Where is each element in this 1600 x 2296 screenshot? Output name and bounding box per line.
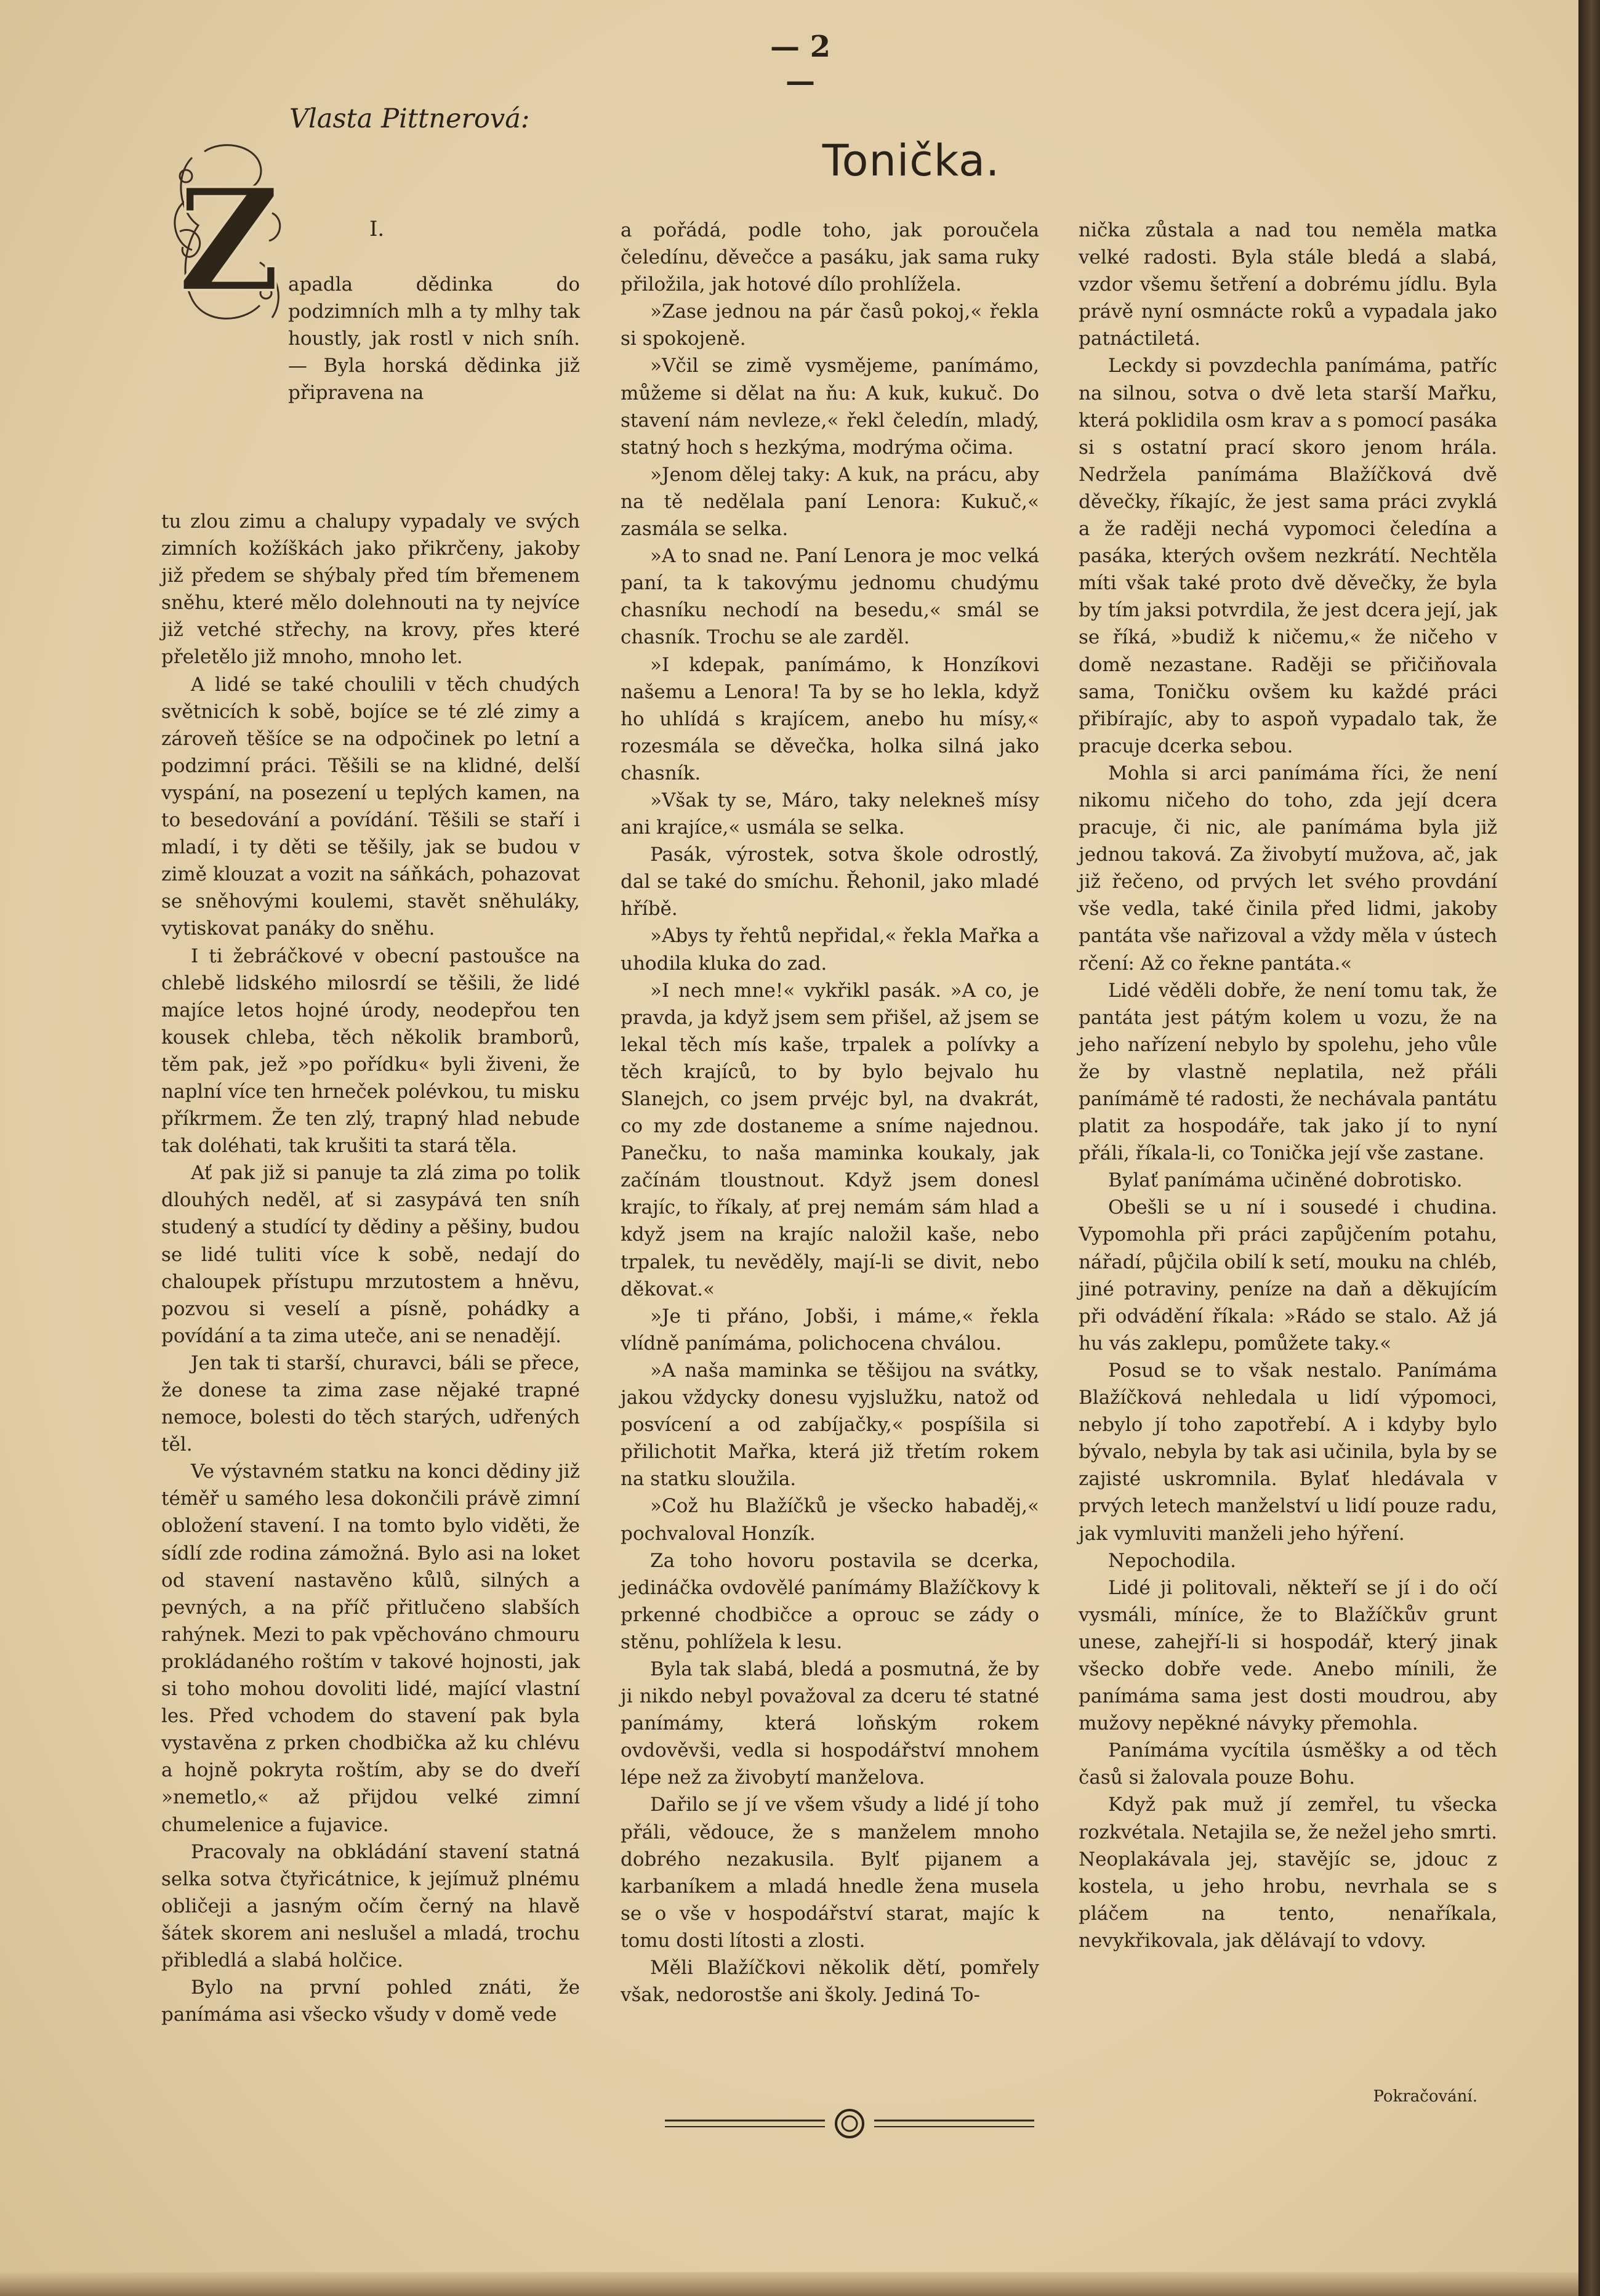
column-1 (161, 508, 580, 2028)
paragraph: Nepochodila. (1108, 1549, 1237, 1572)
paragraph: Za toho hovoru postavila se dcerka, jedináčka ovdovělé panímámy Blažíčkovy k prkenné chodbičce a oprouc se zády o stěnu, pohlížela k lesu. (621, 1549, 1039, 1653)
paragraph: Pracovaly na obkládání stavení statná selka sotva čtyřicátnice, k jejímuž plnému obličeji a jasným očím černý na hlavě šátek skorem ani neslušel a mladá, trochu přibledlá a slabá holčice. (161, 1840, 580, 1972)
author-byline: Vlasta Pittnerová: (289, 103, 530, 134)
column-3 (1079, 217, 1497, 1954)
paragraph: nička zůstala a nad tou neměla matka velké radosti. Byla stále bledá a slabá, vzdor všemu šetření a dobrému jídlu. Byla právě nyní osmnácte roků a vypadala jako patnáctiletá. (1079, 219, 1497, 350)
scan-edge-right (1578, 0, 1600, 2296)
paragraph: »A naša maminka se těšijou na svátky, jakou vždycky donesu vyjslužku, natož od posvícení a od zabíjačky,« pospíšila si přilichotit Mařka, která již třetím rokem na statku sloužila. (621, 1359, 1039, 1491)
paragraph: »Je ti přáno, Jobši, i máme,« řekla vlídně panímáma, polichocena chválou. (621, 1305, 1039, 1355)
paragraph: »Jenom dělej taky: A kuk, na prácu, aby na tě nedělala paní Lenora: Kukuč,« zasmála se selka. (621, 463, 1039, 541)
paragraph: Mohla si arci panímáma říci, že není nikomu ničeho do toho, zda její dcera pracuje, či nic, ale panímáma byla již jednou taková. Za živobytí mužova, ač, jak již řečeno, od prvých let svého provdání vše vedla, také činila před lidmi, jakoby pantáta vše nařizoval a vždy měla v ústech rčení: Až co řekne pantáta.« (1079, 762, 1497, 975)
paragraph: »I nech mne!« vykřikl pasák. »A co, je pravda, ja když jsem sem přišel, až jsem se lekal těch mís kaše, trpalek a polívky a těch krajíců, to by bylo bejvalo hu Slanejch, co jsem prvéjc byl, na dvakrát, co my zde dostaneme a sníme najednou. Panečku, to naša maminka koukaly, jak začínám tloustnout. Když jsem donesl krajíc, to říkaly, ať prej nemám sám hlad a když jsem na krajíc naložil kaše, nebo trpalek, tu nevěděly, mají-li se divit, nebo děkovat.« (621, 979, 1039, 1300)
paragraph: »I kdepak, panímámo, k Honzíkovi našemu a Lenora! Ta by se ho lekla, když ho uhlídá s krajícem, anebo hu mísy,« rozesmála se děvečka, holka silná jako chasník. (621, 653, 1039, 784)
page-number: — 2 — (770, 30, 831, 99)
paragraph: Měli Blažíčkovi několik dětí, pomřely však, nedorostše ani školy. Jediná To- (621, 1957, 1039, 2007)
story-title: Tonička. (822, 135, 1000, 186)
paragraph: »Což hu Blažíčků je všecko habaděj,« pochvaloval Honzík. (621, 1495, 1039, 1545)
chapter-number: I. (369, 217, 385, 241)
paragraph: Byla tak slabá, bledá a posmutná, že by ji nikdo nebyl považoval za dceru té statné panímámy, která loňským rokem ovdověvši, vedla si hospodářství mnohem lépe než za živobytí manželova. (621, 1658, 1039, 1789)
opening-paragraph: apadla dědinka do podzimních mlh a ty mlhy tak houstly, jak rostl v nich sníh. — Byla horská dědinka již připravena na (288, 273, 580, 405)
paragraph: Ať pak již si panuje ta zlá zima po tolik dlouhých neděl, ať si zasypává ten sníh studený a studící ty dědiny a pěšiny, budou se lidé tuliti více k sobě, nedají do chaloupek přístupu mrzutostem a hněvu, pozvou si veselí a písně, pohádky a povídání a ta zima uteče, ani se nenadějí. (161, 1162, 580, 1347)
paragraph: »Abys ty řehtů nepřidal,« řekla Mařka a uhodila kluka do zad. (621, 925, 1039, 975)
paragraph: »Zase jednou na pár časů pokoj,« řekla si spokojeně. (621, 300, 1039, 350)
paragraph: Bylať panímáma učiněné dobrotisko. (1108, 1169, 1463, 1192)
paragraph: tu zlou zimu a chalupy vypadaly ve svých zimních kožíškách jako přikrčeny, jakoby již předem se shýbaly před tím břemenem sněhu, které mělo dolehnouti na ty nejvíce již vetché střechy, na krovy, přes které přeletělo již mnoho, mnoho let. (161, 510, 580, 669)
end-ornament-divider (659, 2106, 1040, 2143)
paragraph: »A to snad ne. Paní Lenora je moc velká paní, ta k takovýmu jednomu chudýmu chasníku nechodí na besedu,« smál se chasník. Trochu se ale zarděl. (621, 545, 1039, 649)
paragraph: Když pak muž jí zemřel, tu všecka rozkvétala. Netajila se, že nežel jeho smrti. Neoplakávala jej, stavějíc se, jdouc z kostela, u jeho hrobu, nevrhala se s pláčem na tento, nenaříkala, nevykřikovala, jak dělávají to vdovy. (1079, 1794, 1497, 1952)
paragraph: Leckdy si povzdechla panímáma, patříc na silnou, sotva o dvě leta starší Mařku, která poklidila osm krav a s pomocí pasáka si s ostatní prací skoro jenom hrála. Nedržela panímáma Blažíčková dvě děvečky, říkajíc, že jest sama práci zvyklá a že raději nechá vypomoci čeledína a pasáka, kterých ovšem nezkrátí. Nechtěla míti však také proto dvě děvečky, že byla by tím jaksi potvrdila, že jest dcera její, jak se říká, »budiž k ničemu,« že ničeho v domě nezastane. Raději se přičiňovala sama, Toničku ovšem ku každé práci přibírajíc, aby to aspoň vypadalo tak, že pracuje dcerka sebou. (1079, 355, 1497, 757)
paragraph: Obešli se u ní i sousedé i chudina. Vypomohla při práci zapůjčením potahu, nářadí, půjčila obilí k setí, mouku na chléb, jiné potraviny, peníze na daň a děkujícím při odvádění říkala: »Rádo se stalo. Až já hu vás zaklepu, pomůžete taky.« (1079, 1196, 1497, 1355)
continued-note: Pokračování. (1373, 2087, 1477, 2106)
paragraph: Pasák, výrostek, sotva škole odrostlý, dal se také do smíchu. Řehonil, jako mladé hříbě. (621, 844, 1039, 920)
ornate-drop-cap (167, 139, 291, 330)
drop-cap-letter: Z (177, 158, 281, 324)
paragraph: Posud se to však nestalo. Panímáma Blažíčková nehledala u lidí výpomoci, nebylo jí toho zapotřebí. A i kdyby bylo bývalo, nebyla by tak asi učinila, byla by se zajisté uskromnila. Bylať hledávala v prvých letech manželství u lidí pouze radu, jak vymluviti manželi jeho hýření. (1079, 1359, 1497, 1545)
column-2 (621, 217, 1039, 2008)
scan-edge-bottom (0, 2272, 1578, 2296)
paragraph: Dařilo se jí ve všem všudy a lidé jí toho přáli, vědouce, že s manželem mnoho dobrého nezakusila. Bylť pijanem a karbaníkem a mladá hnedle žena musela se o vše v hospodářství starat, majíc k tomu dosti lítosti a zlosti. (621, 1794, 1039, 1952)
paragraph: Panímáma vycítila úsměšky a od těch časů si žalovala pouze Bohu. (1079, 1739, 1497, 1789)
paragraph: Lidé věděli dobře, že není tomu tak, že pantáta jest pátým kolem u vozu, že na jeho nařízení nebylo by spolehu, jeho vůle že by vlastně neplatila, než přáli panímámě té radosti, že nechávala pantátu platit za hospodáře, tak jako jí to nyní přáli, říkala-li, co Tonička její vše zastane. (1079, 979, 1497, 1165)
paragraph: I ti žebráčkové v obecní pastoušce na chlebě lidského milosrdí se těšili, že lidé majíce letos hojné úrody, neodepřou ten kousek chleba, těch několik bramborů, těm pak, jež »po pořídku« byli živeni, že naplní více ten hrneček polévkou, tu misku příkrmem. Že ten zlý, trapný hlad nebude tak doléhati, tak krušiti ta stará těla. (161, 945, 580, 1158)
paragraph: Lidé ji politovali, někteří se jí i do očí vysmáli, míníce, že to Blažíčkův grunt unese, zahejří-li si hospodář, který jinak všecko dobře vede. Anebo mínili, že panímáma sama jest dosti moudrou, aby mužovy nepěkné návyky přemohla. (1079, 1576, 1497, 1735)
paragraph: »Včil se zimě vysmějeme, panímámo, můžeme si dělat na ňu: A kuk, kukuč. Do stavení nám nevleze,« řekl čeledín, mladý, statný hoch s hezkýma, modrýma očima. (621, 355, 1039, 459)
paragraph: Jen tak ti starší, churavci, báli se přece, že donese ta zima zase nějaké trapné nemoce, bolesti do těch starých, udřených těl. (161, 1351, 580, 1456)
paragraph: Bylo na první pohled znáti, že panímáma asi všecko všudy v domě vede (161, 1976, 580, 2026)
paragraph: A lidé se také choulili v těch chudých světnicích k sobě, bojíce se té zlé zimy a zároveň těšíce se na odpočinek po letní a podzimní práci. Těšili se na klidné, delší vyspání, na posezení u teplých kamen, na to besedování a povídání. Těšili se staří i mladí, i ty děti se těšily, jak se budou v zimě klouzat a vozit na sáňkách, pohazovat se sněhovými koulemi, stavět sněhuláky, vytiskovat panáky do sněhu. (161, 673, 580, 940)
paragraph: »Však ty se, Máro, taky nelekneš mísy ani krajíce,« usmála se selka. (621, 789, 1039, 839)
paragraph: Ve výstavném statku na konci dědiny již téměř u samého lesa dokončili právě zimní obložení stavení. I na tomto bylo viděti, že sídlí zde rodina zámožná. Bylo asi na loket od stavení nastavěno kůlů, silných a pevných, a na příč přitlučeno slabších rahýnek. Mezi to pak vpěchováno chmouru prokládaného roštím v takové hojnosti, jak si toho mohou dovoliti lidé, mající vlastní les. Před vchodem do stavení pak byla vystavěna z prken chodbička až ku chlévu a hojně pokryta roštím, aby se do dveří »nemetlo,« až přijdou velké zimní chumelenice a fujavice. (161, 1460, 580, 1836)
paragraph: a pořádá, podle toho, jak poroučela čeledínu, děvečce a pasáku, jak sama ruky přiložila, jak hotové dílo prohlížela. (621, 219, 1039, 296)
